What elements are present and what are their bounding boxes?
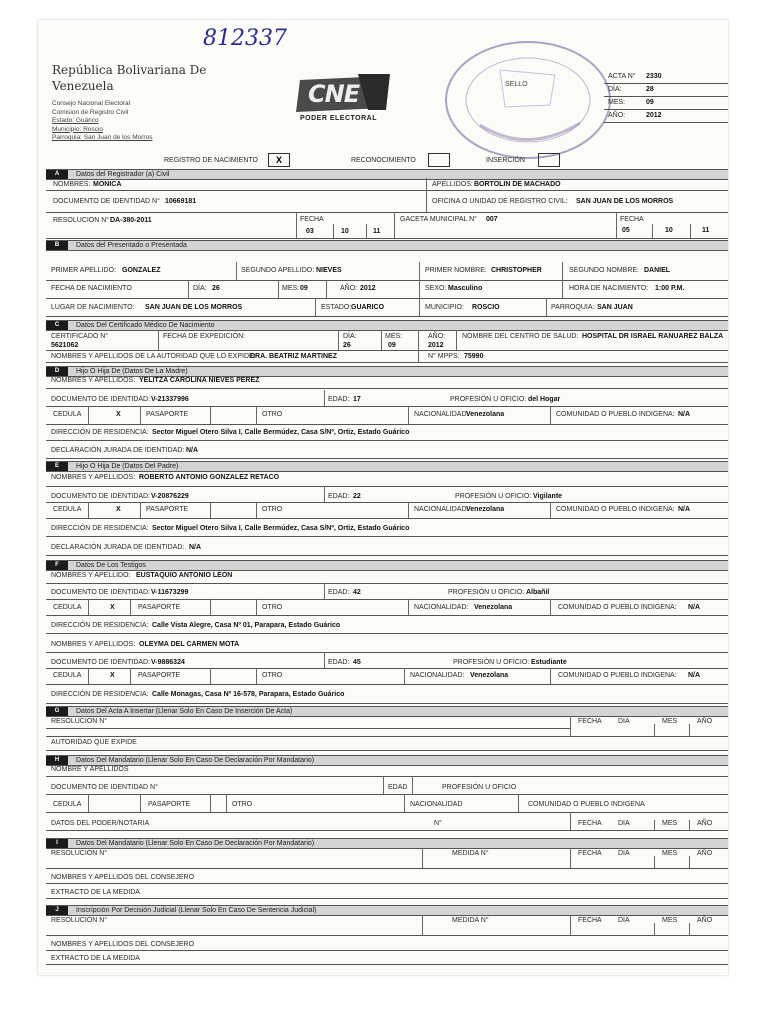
a-resolucion: DA-380-2011 — [110, 217, 152, 224]
f-t1-pasaporte: PASAPORTE — [138, 604, 181, 611]
e-nombres-label: NOMBRES Y APELLIDOS: — [51, 474, 136, 481]
b-dia: 26 — [212, 285, 220, 292]
section-g-header — [46, 706, 728, 717]
b-fn-label: FECHA DE NACIMIENTO — [51, 285, 132, 292]
section-title: Datos Del Mandatario (Llenar Solo En Caso De Declaración Por Mandatario) — [76, 840, 315, 847]
acta-value: 2330 — [646, 73, 662, 80]
d-com-label: COMUNIDAD O PUEBLO INDIGENA: — [556, 411, 675, 418]
acta-month-value: 09 — [646, 99, 654, 106]
b-pa-label: PRIMER APELLIDO: — [51, 267, 116, 274]
section-title: Inscripción Por Decisión Judicial (Llenar Solo En Caso De Sentencia Judicial) — [76, 907, 317, 914]
e-nombres: ROBERTO ANTONIO GONZALEZ RETACO — [139, 474, 280, 481]
i-extracto: EXTRACTO DE LA MEDIDA — [51, 889, 140, 896]
registro-nacimiento: REGISTRO DE NACIMIENTO — [164, 157, 258, 164]
h-ano: AÑO — [697, 820, 713, 827]
e-prof: Vigilante — [533, 493, 563, 500]
section-letter: G — [46, 707, 68, 716]
b-sn-label: SEGUNDO NOMBRE: — [569, 267, 640, 274]
section-letter: F — [46, 561, 68, 570]
i-mes: MES — [662, 850, 678, 857]
e-com: N/A — [678, 506, 691, 513]
c-autoridad: DRA. BEATRIZ MARTINEZ — [250, 353, 337, 360]
e-doc-label: DOCUMENTO DE IDENTIDAD: — [51, 493, 151, 500]
b-municipio-label: MUNICIPIO: — [425, 304, 464, 311]
f-t1-doc-label: DOCUMENTO DE IDENTIDAD: — [51, 589, 151, 596]
e-otro: OTRO — [262, 506, 283, 513]
section-title: Hijo O Hija De (Datos De La Madre) — [76, 368, 188, 375]
header-line: Municipio: Roscio — [52, 125, 103, 133]
c-cert: 5621062 — [51, 342, 79, 349]
g-resolucion: RESOLUCION N° — [51, 718, 108, 725]
d-edad-label: EDAD: — [328, 396, 350, 403]
h-n: N° — [434, 820, 442, 827]
g-autoridad: AUTORIDAD QUE EXPIDE — [51, 739, 137, 746]
f-t1-nac-label: NACIONALIDAD: — [414, 604, 469, 611]
section-title: Datos Del Mandatario (Llenar Solo En Caso De Declaración Por Mandatario) — [76, 757, 315, 764]
section-e-header — [46, 461, 728, 472]
f-t2-pasaporte: PASAPORTE — [138, 672, 181, 679]
e-edad: 22 — [353, 493, 361, 500]
official-seal — [440, 35, 616, 165]
d-nombres: YELITZA CAROLINA NIEVES PEREZ — [139, 377, 260, 384]
g-mes: MES — [662, 718, 678, 725]
d-dir: Sector Miguel Otero Silva I, Calle Bermúdez, Casa S/Nº, Ortiz, Estado Guárico — [152, 429, 410, 436]
b-hora-label: HORA DE NACIMIENTO: — [569, 285, 649, 292]
b-ano: 2012 — [360, 285, 376, 292]
a-fecha2-label: FECHA — [620, 216, 644, 223]
a-apellidos-label: APELLIDOS: — [432, 181, 473, 188]
b-pn-label: PRIMER NOMBRE: — [425, 267, 487, 274]
j-consejero: NOMBRES Y APELLIDOS DEL CONSEJERO — [51, 941, 195, 948]
a-fecha-label: FECHA — [300, 216, 324, 223]
f-t1-nombres-label: NOMBRES Y APELLIDO: — [51, 572, 131, 579]
g-dia: DIA — [618, 718, 630, 725]
section-letter: J — [46, 906, 68, 915]
reconocimiento-box — [428, 153, 450, 167]
h-cedula: CEDULA — [53, 801, 82, 808]
header-line: Parroquia: San Juan de los Morros — [52, 134, 153, 141]
acta-day-label: DÍA: — [608, 86, 622, 93]
section-a-header — [46, 169, 728, 180]
d-pasaporte: PASAPORTE — [146, 411, 189, 418]
f-t1-edad: 42 — [353, 589, 361, 596]
b-sa-label: SEGUNDO APELLIDO: — [241, 267, 315, 274]
f-t1-nac: Venezolana — [474, 604, 513, 611]
c-ano: 2012 — [428, 342, 444, 349]
section-letter: B — [46, 241, 68, 250]
i-dia: DIA — [618, 850, 630, 857]
a-nombres: MONICA — [93, 181, 122, 188]
b-estado: GUARICO — [351, 304, 385, 311]
a-doc: 10669181 — [165, 198, 197, 205]
f-t1-com: N/A — [688, 604, 701, 611]
d-nac-label: NACIONALIDAD: — [414, 411, 469, 418]
f-t2-prof: Estudiante — [531, 659, 567, 666]
a-fecha2-mes: 10 — [665, 227, 673, 234]
f-t2-nac: Venezolana — [470, 672, 509, 679]
f-t2-doc-label: DOCUMENTO DE IDENTIDAD: — [51, 659, 151, 666]
a-oficina: SAN JUAN DE LOS MORROS — [576, 198, 674, 205]
e-edad-label: EDAD: — [328, 493, 350, 500]
c-centro: HOSPITAL DR ISRAEL RANUAREZ BALZA — [582, 333, 724, 340]
header-line: Estado: Guárico — [52, 117, 99, 124]
j-ano: AÑO — [697, 917, 713, 924]
h-poder: DATOS DEL PODER/NOTARIA — [51, 820, 150, 827]
reconocimiento: RECONOCIMIENTO — [351, 157, 416, 164]
a-gaceta: 007 — [486, 216, 498, 223]
a-gaceta-label: GACETA MUNICIPAL N° — [400, 216, 477, 223]
f-t2-nombres: OLEYMA DEL CARMEN MOTA — [139, 641, 240, 648]
d-decl: N/A — [186, 447, 199, 454]
d-cedula: CEDULA — [53, 411, 82, 418]
d-prof-label: PROFESIÓN U OFICIO: — [450, 396, 527, 403]
section-j-header — [46, 905, 728, 916]
header-line: Consejo Nacional Electoral — [52, 100, 131, 107]
b-municipio: ROSCIO — [472, 304, 500, 311]
cne-logo — [288, 72, 398, 128]
cne-logo-subtext: PODER ELECTORAL — [300, 115, 377, 122]
b-lugar-label: LUGAR DE NACIMIENTO: — [51, 304, 135, 311]
f-t1-doc: V-11673299 — [151, 589, 189, 596]
f-t1-prof: Albañil — [526, 589, 550, 596]
e-nac-label: NACIONALIDAD: — [414, 506, 469, 513]
a-fecha-dia: 03 — [306, 228, 314, 235]
b-parroquia: SAN JUAN — [597, 304, 633, 311]
h-fecha: FECHA — [578, 820, 602, 827]
section-letter: A — [46, 170, 68, 179]
d-doc: V-21337996 — [151, 396, 189, 403]
b-mes: 09 — [300, 285, 308, 292]
section-h-header — [46, 755, 728, 766]
registro-x-box: X — [268, 153, 290, 167]
section-letter: C — [46, 321, 68, 330]
handwritten-number: 812337 — [203, 26, 287, 51]
e-dir-label: DIRECCIÓN DE RESIDENCIA: — [51, 525, 149, 532]
f-t1-prof-label: PROFESIÓN U OFICIO: — [448, 589, 525, 596]
birth-certificate-page — [38, 20, 728, 975]
h-prof: PROFESIÓN U OFICIO — [442, 784, 517, 791]
h-pasaporte: PASAPORTE — [148, 801, 191, 808]
i-resolucion: RESOLUCION N° — [51, 850, 108, 857]
acta-month-label: MES: — [608, 99, 626, 106]
f-t2-nac-label: NACIONALIDAD: — [410, 672, 465, 679]
f-t1-cedula-x: X — [110, 604, 115, 611]
b-estado-label: ESTADO: — [321, 304, 352, 311]
d-nombres-label: NOMBRES Y APELLIDOS: — [51, 377, 136, 384]
f-t2-edad-label: EDAD: — [328, 659, 350, 666]
section-title: Hijo O Hija De (Datos Del Padre) — [76, 463, 179, 470]
insercion: INSERCIÓN — [486, 157, 525, 164]
f-t1-nombres: EUSTAQUIO ANTONIO LEON — [136, 572, 233, 579]
i-ano: AÑO — [697, 850, 713, 857]
g-fecha: FECHA — [578, 718, 602, 725]
republic-title: República Bolivariana De Venezuela — [52, 63, 207, 93]
f-t2-com: N/A — [688, 672, 701, 679]
h-dia: DIA — [618, 820, 630, 827]
e-dir: Sector Miguel Otero Silva I, Calle Bermúdez, Casa S/Nº, Ortiz, Estado Guárico — [152, 525, 410, 532]
section-f-header — [46, 560, 728, 571]
c-cert-label: CERTIFICADO N° — [51, 333, 109, 340]
c-ano-label: AÑO: — [428, 333, 446, 340]
a-doc-label: DOCUMENTO DE IDENTIDAD N° — [53, 198, 160, 205]
d-com: N/A — [678, 411, 691, 418]
f-t2-edad: 45 — [353, 659, 361, 666]
c-dia-label: DÍA: — [343, 333, 357, 340]
h-nombres: NOMBRE Y APELLIDOS — [51, 766, 129, 773]
d-nac: Venezolana — [466, 411, 505, 418]
f-t1-edad-label: EDAD: — [328, 589, 350, 596]
h-com: COMUNIDAD O PUEBLO INDIGENA — [528, 801, 645, 808]
i-medida: MEDIDA N° — [452, 850, 489, 857]
c-mpps: 75990 — [464, 353, 484, 360]
c-fexp-label: FECHA DE EXPEDICIÓN: — [163, 333, 246, 340]
e-decl-label: DECLARACIÓN JURADA DE IDENTIDAD: — [51, 544, 185, 551]
e-cedula: CEDULA — [53, 506, 82, 513]
f-t2-prof-label: PROFESIÓN U OFICIO: — [453, 659, 530, 666]
f-t2-com-label: COMUNIDAD O PUEBLO INDIGENA: — [558, 672, 677, 679]
a-nombres-label: NOMBRES: — [53, 181, 91, 188]
a-fecha2-dia: 05 — [622, 227, 630, 234]
section-title: Datos del Registrador (a) Civil — [76, 171, 170, 178]
section-title: Datos Del Acta A Insertar (Llenar Solo En Caso De Inserción De Acta) — [76, 708, 293, 715]
b-sexo: Masculino — [448, 285, 483, 292]
b-hora: 1:00 P.M. — [655, 285, 685, 292]
f-t2-cedula: CEDULA — [53, 672, 82, 679]
g-ano: AÑO — [697, 718, 713, 725]
section-letter: D — [46, 367, 68, 376]
section-title: Datos Del Certificado Médico De Nacimiento — [76, 322, 215, 329]
f-t2-doc: V-9886324 — [151, 659, 185, 666]
j-dia: DIA — [618, 917, 630, 924]
f-t2-dir-label: DIRECCIÓN DE RESIDENCIA: — [51, 691, 149, 698]
j-mes: MES — [662, 917, 678, 924]
a-oficina-label: OFICINA O UNIDAD DE REGISTRO CIVIL: — [432, 198, 568, 205]
section-title: Datos del Presentado o Presentada — [76, 242, 187, 249]
b-parroquia-label: PARROQUIA: — [551, 304, 595, 311]
d-prof: del Hogar — [528, 396, 561, 403]
e-prof-label: PROFESIÓN U OFICIO: — [455, 493, 532, 500]
section-letter: I — [46, 839, 68, 848]
c-mpps-label: N° MPPS: — [428, 353, 460, 360]
section-letter: H — [46, 756, 68, 765]
e-pasaporte: PASAPORTE — [146, 506, 189, 513]
acta-year-label: AÑO: — [608, 112, 626, 119]
c-centro-label: NOMBRE DEL CENTRO DE SALUD: — [462, 333, 579, 340]
section-b-header — [46, 240, 728, 251]
acta-day-value: 28 — [646, 86, 654, 93]
c-mes-label: MES: — [385, 333, 403, 340]
e-cedula-x: X — [116, 506, 121, 513]
f-t1-com-label: COMUNIDAD O PUEBLO INDIGENA: — [558, 604, 677, 611]
c-dia: 26 — [343, 342, 351, 349]
seal-stamp — [440, 35, 616, 165]
c-autoridad-label: NOMBRES Y APELLIDOS DE LA AUTORIDAD QUE LO EXPIDE: — [51, 353, 256, 360]
b-sn: DANIEL — [644, 267, 671, 274]
acta-label: ACTA N° — [608, 73, 636, 80]
acta-box — [604, 70, 728, 124]
h-doc: DOCUMENTO DE IDENTIDAD N° — [51, 784, 158, 791]
section-title: Datos De Los Testigos — [76, 562, 146, 569]
insercion-box — [538, 153, 560, 167]
section-i-header — [46, 838, 728, 849]
cne-logo-text: CNE — [308, 80, 360, 108]
f-t1-dir: Calle Vista Alegre, Casa Nº 01, Parapara, Estado Guárico — [152, 622, 341, 629]
e-decl: N/A — [189, 544, 202, 551]
f-t1-cedula: CEDULA — [53, 604, 82, 611]
b-pn: CHRISTOPHER — [491, 267, 542, 274]
seal-label: SELLO — [505, 81, 528, 88]
b-pa: GONZALEZ — [122, 267, 161, 274]
b-sexo-label: SEXO: — [425, 285, 447, 292]
b-sa: NIEVES — [316, 267, 342, 274]
e-com-label: COMUNIDAD O PUEBLO INDIGENA: — [556, 506, 675, 513]
f-t2-cedula-x: X — [110, 672, 115, 679]
h-otro: OTRO — [232, 801, 253, 808]
h-nac: NACIONALIDAD — [410, 801, 463, 808]
d-cedula-x: X — [116, 411, 121, 418]
j-resolucion: RESOLUCION N° — [51, 917, 108, 924]
f-t2-dir: Calle Monagas, Casa Nº 16-578, Parapara, Estado Guárico — [152, 691, 345, 698]
b-ano-label: AÑO: — [340, 285, 358, 292]
j-medida: MEDIDA N° — [452, 917, 489, 924]
section-c-header — [46, 320, 728, 331]
header-lines — [52, 100, 152, 143]
i-fecha: FECHA — [578, 850, 602, 857]
f-t1-otro: OTRO — [262, 604, 283, 611]
d-edad: 17 — [353, 396, 361, 403]
h-mes: MES — [662, 820, 678, 827]
d-decl-label: DECLARACIÓN JURADA DE IDENTIDAD: — [51, 447, 185, 454]
j-extracto: EXTRACTO DE LA MEDIDA — [51, 955, 140, 962]
b-dia-label: DÍA: — [193, 285, 207, 292]
i-consejero: NOMBRES Y APELLIDOS DEL CONSEJERO — [51, 874, 195, 881]
f-t1-dir-label: DIRECCIÓN DE RESIDENCIA: — [51, 622, 149, 629]
section-letter: E — [46, 462, 68, 471]
b-mes-label: MES: — [282, 285, 300, 292]
c-mes: 09 — [388, 342, 396, 349]
e-doc: V-20876229 — [151, 493, 189, 500]
header-line: Comision de Registro Civil — [52, 108, 129, 116]
d-dir-label: DIRECCIÓN DE RESIDENCIA: — [51, 429, 149, 436]
d-otro: OTRO — [262, 411, 283, 418]
j-fecha: FECHA — [578, 917, 602, 924]
f-t2-otro: OTRO — [262, 672, 283, 679]
d-doc-label: DOCUMENTO DE IDENTIDAD: — [51, 396, 151, 403]
a-apellidos: BORTOLIN DE MACHADO — [474, 181, 561, 188]
b-lugar: SAN JUAN DE LOS MORROS — [145, 304, 243, 311]
h-edad: EDAD — [388, 784, 408, 791]
a-fecha-ano: 11 — [373, 228, 381, 235]
e-nac: Venezolana — [466, 506, 505, 513]
acta-year-value: 2012 — [646, 112, 662, 119]
f-t2-nombres-label: NOMBRES Y APELLIDOS: — [51, 641, 136, 648]
a-fecha-mes: 10 — [341, 228, 349, 235]
a-fecha2-ano: 11 — [702, 227, 710, 234]
a-resolucion-label: RESOLUCION N° — [53, 217, 110, 224]
